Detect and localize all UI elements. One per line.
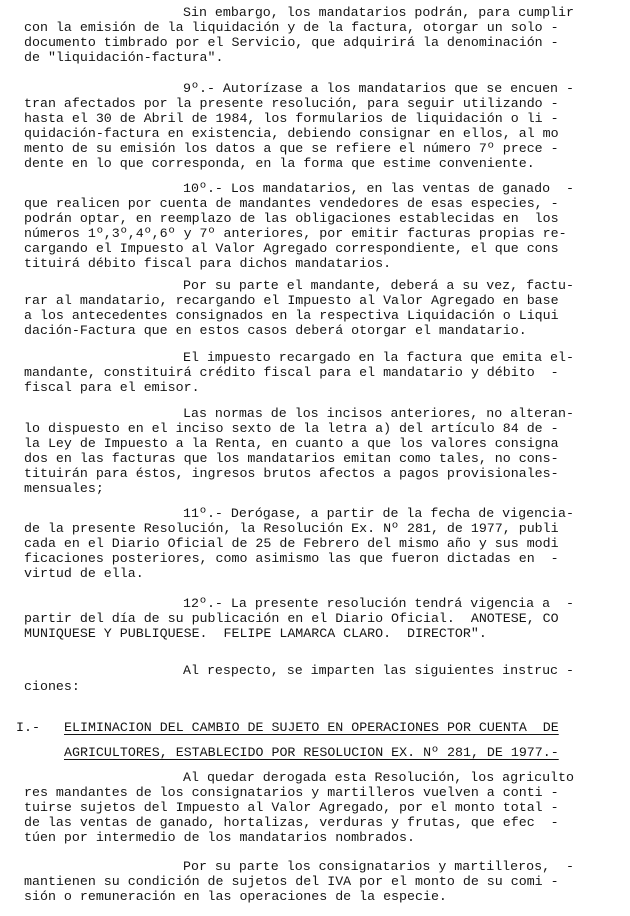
section-title-line: AGRICULTORES, ESTABLECIDO POR RESOLUCION EX. Nº 281, DE 1977.- xyxy=(64,745,559,760)
text-line: cargando el Impuesto al Valor Agregado correspondiente, el que cons xyxy=(24,241,559,256)
text-line: Al quedar derogada esta Resolución, los agriculto xyxy=(183,770,574,785)
text-line: tran afectados por la presente resolución, para seguir utilizando - xyxy=(24,96,559,111)
text-line: El impuesto recargado en la factura que emita el- xyxy=(183,350,574,365)
section-number: I.- xyxy=(16,720,40,735)
text-line: tituirá débito fiscal para dichos mandatarios. xyxy=(24,256,392,271)
text-line: tituirán para éstos, ingresos brutos afectos a pagos provisionales- xyxy=(24,466,559,481)
section-title-line: ELIMINACION DEL CAMBIO DE SUJETO EN OPERACIONES POR CUENTA DE xyxy=(64,720,559,735)
text-line: ciones: xyxy=(24,679,80,694)
text-line: Por su parte el mandante, deberá a su vez, factu- xyxy=(183,278,574,293)
text-line: virtud de ella. xyxy=(24,566,144,581)
text-line: hasta el 30 de Abril de 1984, los formularios de liquidación o li - xyxy=(24,111,559,126)
text-line: de la presente Resolución, la Resolución Ex. Nº 281, de 1977, publi xyxy=(24,521,559,536)
text-line: dente en lo que corresponda, en la forma que estime conveniente. xyxy=(24,156,535,171)
text-line: 10º.- Los mandatarios, en las ventas de ganado - xyxy=(183,181,574,196)
text-line: cada en el Diario Oficial de 25 de Febrero del mismo año y sus modi xyxy=(24,536,559,551)
text-line: mantienen su condición de sujetos del IVA por el monto de su comi - xyxy=(24,874,559,889)
text-line: sión o remuneración en las operaciones de la especie. xyxy=(24,889,447,904)
text-line: ficaciones posteriores, como asimismo las que fueron dictadas en - xyxy=(24,551,559,566)
text-line: mandante, constituirá crédito fiscal para el mandatario y débito - xyxy=(24,365,559,380)
text-line: documento timbrado por el Servicio, que adquirirá la denominación - xyxy=(24,35,559,50)
text-line: Por su parte los consignatarios y martilleros, - xyxy=(183,859,574,874)
text-line: res mandantes de los consignatarios y martilleros vuelven a conti - xyxy=(24,785,559,800)
text-line: con la emisión de la liquidación y de la factura, otorgar un solo - xyxy=(24,20,559,35)
text-line: fiscal para el emisor. xyxy=(24,380,200,395)
text-line: Al respecto, se imparten las siguientes instruc - xyxy=(183,663,574,678)
text-line: rar al mandatario, recargando el Impuesto al Valor Agregado en base xyxy=(24,293,559,308)
text-line: Sin embargo, los mandatarios podrán, para cumplir xyxy=(183,5,574,20)
text-line: dación-Factura que en estos casos deberá otorgar el mandatario. xyxy=(24,323,527,338)
text-line: lo dispuesto en el inciso sexto de la letra a) del artículo 84 de - xyxy=(24,421,559,436)
text-line: tuirse sujetos del Impuesto al Valor Agregado, por el monto total - xyxy=(24,800,559,815)
text-line: partir del día de su publicación en el Diario Oficial. ANOTESE, CO xyxy=(24,611,559,626)
text-line: 12º.- La presente resolución tendrá vigencia a - xyxy=(183,596,574,611)
text-line: túen por intermedio de los mandatarios nombrados. xyxy=(24,830,415,845)
text-line: que realicen por cuenta de mandantes vendedores de esas especies, - xyxy=(24,196,559,211)
text-line: dos en las facturas que los mandatarios emitan como tales, no cons- xyxy=(24,451,559,466)
text-line: 11º.- Derógase, a partir de la fecha de vigencia- xyxy=(183,506,574,521)
text-line: de "liquidación-factura". xyxy=(24,50,224,65)
text-line: de las ventas de ganado, hortalizas, verduras y frutas, que efec - xyxy=(24,815,559,830)
text-line: números 1º,3º,4º,6º y 7º anteriores, por emitir facturas propias re- xyxy=(24,226,567,241)
text-line: Las normas de los incisos anteriores, no alteran- xyxy=(183,406,574,421)
text-line: 9º.- Autorízase a los mandatarios que se encuen - xyxy=(183,81,574,96)
text-line: mento de su emisión los datos a que se refiere el número 7º prece - xyxy=(24,141,559,156)
text-line: a los antecedentes consignados en la respectiva Liquidación o Liqui xyxy=(24,308,559,323)
text-line: quidación-factura en existencia, debiendo consignar en ellos, al mo xyxy=(24,126,559,141)
text-line: la Ley de Impuesto a la Renta, en cuanto a que los valores consigna xyxy=(24,436,559,451)
text-line: mensuales; xyxy=(24,481,104,496)
text-line: podrán optar, en reemplazo de las obligaciones establecidas en los xyxy=(24,211,559,226)
text-line: MUNIQUESE Y PUBLIQUESE. FELIPE LAMARCA CLARO. DIRECTOR". xyxy=(24,626,487,641)
